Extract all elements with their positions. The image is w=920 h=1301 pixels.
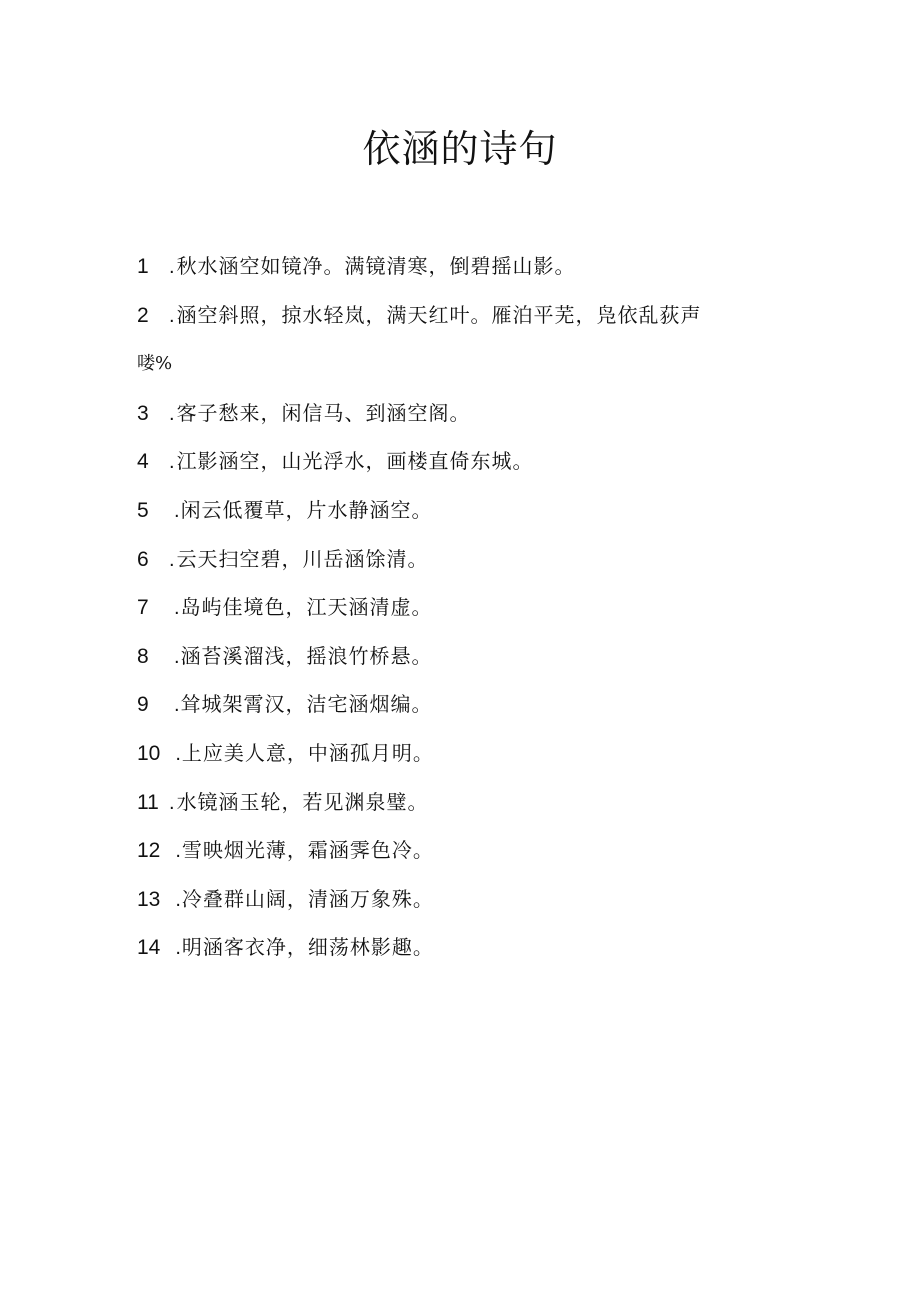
poem-number: 12 xyxy=(137,839,161,863)
poem-line xyxy=(137,535,777,584)
poem-text: 水镜涵玉轮，若见渊泉璧。 xyxy=(176,789,429,814)
poem-separator: . xyxy=(169,451,175,474)
poem-text: 冷叠群山阔，清涵万象殊。 xyxy=(181,886,434,911)
poem-separator: . xyxy=(174,694,180,717)
poem-text: 云天扫空碧，川岳涵馀清。 xyxy=(176,546,429,571)
poem-number: 6 xyxy=(137,547,149,571)
poem-line xyxy=(137,875,777,924)
poem-number: 1 xyxy=(137,255,149,278)
poem-text: 江影涵空，山光浮水，画楼直倚东城。 xyxy=(176,449,534,474)
poem-number: 4 xyxy=(137,450,149,474)
poem-text: 闲云低覆草，片水静涵空。 xyxy=(180,497,433,522)
poem-continuation: 喽% xyxy=(137,353,173,375)
poem-text: 上应美人意，中涵孤月明。 xyxy=(181,740,434,765)
poem-line xyxy=(137,923,777,972)
poem-number: 5 xyxy=(137,498,149,522)
poem-text: 明涵客衣净，细荡林影趣。 xyxy=(181,935,434,960)
poem-text: 雪映烟光薄，霜涵霁色冷。 xyxy=(181,838,434,863)
poem-separator: . xyxy=(169,402,175,425)
poem-separator: . xyxy=(169,548,175,571)
poem-line xyxy=(137,242,777,291)
poem-line xyxy=(137,778,777,827)
poem-number: 11 xyxy=(137,790,159,814)
poem-separator: . xyxy=(175,888,181,911)
poem-separator: . xyxy=(174,499,180,522)
poem-number: 2 xyxy=(137,303,149,327)
poem-separator: . xyxy=(169,304,175,327)
poem-line xyxy=(137,583,777,632)
poem-text: 秋水涵空如镜净。满镜清寒，倒碧摇山影。 xyxy=(176,254,576,278)
poem-separator: . xyxy=(174,597,180,620)
poem-text: 耸城架霄汉，洁宅涵烟编。 xyxy=(180,692,433,717)
poem-line xyxy=(137,437,777,486)
poem-line xyxy=(137,291,777,389)
poem-line xyxy=(137,632,777,681)
poem-number: 3 xyxy=(137,401,149,425)
poem-text: 涵空斜照，掠水轻岚，满天红叶。雁泊平芜，凫依乱荻声 xyxy=(176,302,702,327)
poem-separator: . xyxy=(169,256,175,278)
poem-list xyxy=(137,242,777,972)
poem-text: 客子愁来，闲信马、到涵空阁。 xyxy=(176,400,471,425)
poem-text: 涵苔溪溜浅，摇浪竹桥悬。 xyxy=(180,643,433,668)
poem-separator: . xyxy=(169,791,175,814)
poem-text: 岛屿佳境色，江天涵清虚。 xyxy=(180,595,433,620)
poem-number: 7 xyxy=(137,596,149,620)
poem-line xyxy=(137,486,777,535)
poem-separator: . xyxy=(174,645,180,668)
poem-line xyxy=(137,680,777,729)
poem-number: 14 xyxy=(137,936,161,960)
document-title: 依涵的诗句 xyxy=(362,127,558,171)
poem-separator: . xyxy=(175,742,181,765)
poem-number: 10 xyxy=(137,741,161,765)
poem-line xyxy=(137,389,777,438)
poem-number: 8 xyxy=(137,644,149,668)
poem-number: 9 xyxy=(137,693,149,717)
poem-separator: . xyxy=(175,937,181,960)
poem-line xyxy=(137,826,777,875)
poem-line xyxy=(137,729,777,778)
poem-separator: . xyxy=(175,840,181,863)
poem-number: 13 xyxy=(137,887,161,911)
